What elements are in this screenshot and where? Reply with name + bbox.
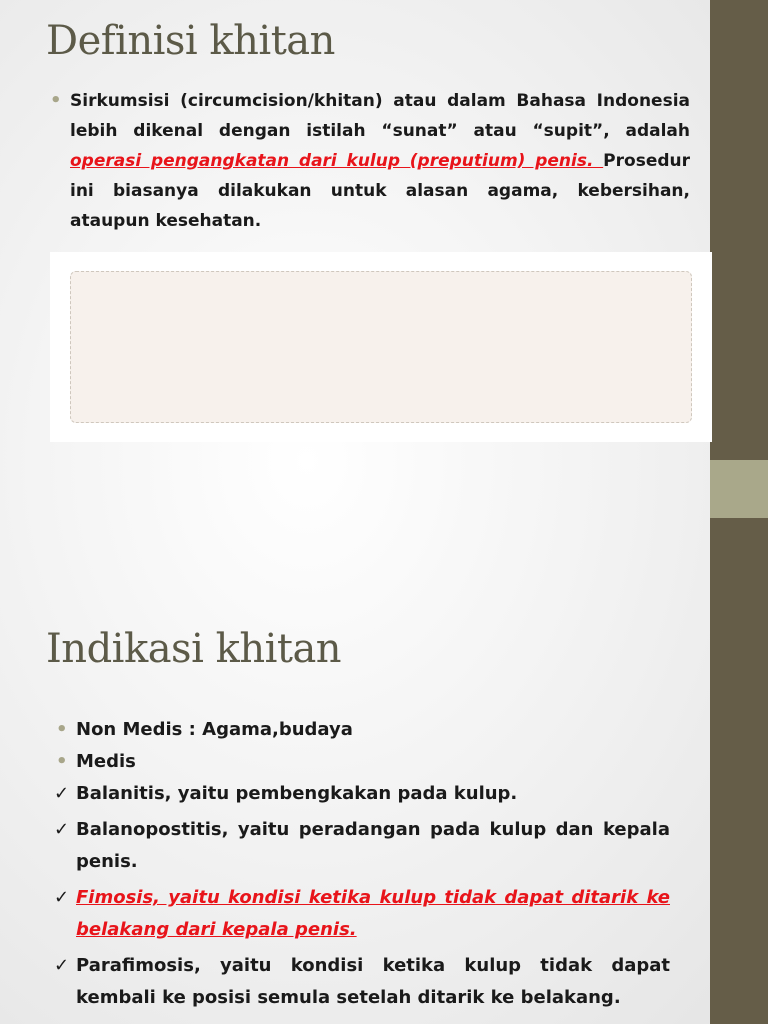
indication-check-balanopostitis	[54, 814, 670, 878]
checkmark-icon: ✓	[54, 955, 70, 976]
slide-title-indications: Indikasi khitan	[46, 626, 342, 672]
indication-check-parafimosis	[54, 950, 670, 1014]
bullet-dot-icon: •	[50, 90, 62, 111]
indication-check-fimosis	[54, 882, 670, 946]
indication-check-text: Balanopostitis, yaitu peradangan pada kulup dan kepala penis.	[76, 819, 670, 872]
checkmark-icon: ✓	[54, 887, 70, 908]
definition-paragraph	[50, 86, 690, 236]
definition-bullet	[50, 86, 690, 236]
definition-text-before: Sirkumsisi (circumcision/khitan) atau dalam Bahasa Indonesia lebih dikenal dengan istilah “sunat” atau “supit”, adalah	[70, 91, 690, 141]
checkmark-icon: ✓	[54, 783, 70, 804]
indication-bullet-non-medical	[54, 714, 670, 746]
definition-highlight-text: operasi pengangkatan dari kulup (preputium) penis.	[70, 151, 604, 171]
indication-check-text: Balanitis, yaitu pembengkakan pada kulup.	[76, 783, 518, 804]
indication-check-balanitis	[54, 778, 670, 810]
side-decoration-bar	[710, 0, 768, 1024]
indication-bullet-medical	[54, 746, 670, 778]
bullet-dot-icon: •	[56, 719, 68, 740]
definition-text-after: Prosedur ini biasanya dilakukan untuk alasan agama, kebersihan, ataupun kesehatan.	[70, 151, 690, 231]
illustration-area	[50, 252, 712, 442]
indication-check-text: Parafimosis, yaitu kondisi ketika kulup tidak dapat kembali ke posisi semula setelah ditarik ke belakang.	[76, 955, 670, 1008]
indication-check-text: Fimosis, yaitu kondisi ketika kulup tidak dapat ditarik ke belakang dari kepala penis.	[76, 887, 670, 940]
side-decoration-accent	[710, 460, 768, 518]
indication-bullet-text: Non Medis : Agama,budaya	[76, 719, 353, 740]
slide-title-definition: Definisi khitan	[46, 18, 335, 64]
indication-bullet-text: Medis	[76, 751, 136, 772]
bullet-dot-icon: •	[56, 751, 68, 772]
checkmark-icon: ✓	[54, 819, 70, 840]
illustration-placeholder	[70, 271, 692, 423]
indications-list	[54, 714, 670, 1014]
